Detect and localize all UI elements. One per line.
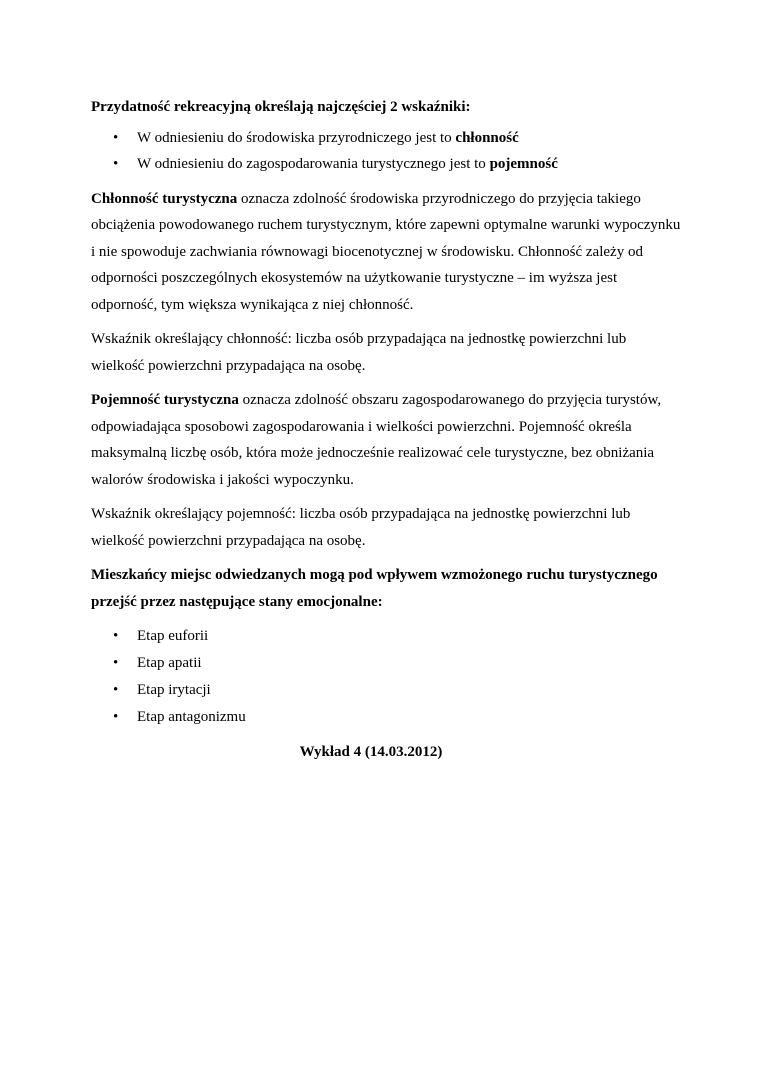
stages-list <box>91 623 681 731</box>
pojemnosc-indicator: Wskaźnik określający pojemność: liczba osób przypadająca na jednostkę powierzchni lub wielkość powierzchni przypadająca na osobę. <box>91 506 631 549</box>
list-item-text: W odniesieniu do zagospodarowania turystycznego jest to <box>137 156 490 172</box>
list-item <box>91 125 681 152</box>
list-item <box>91 151 681 178</box>
list-item: • Etap euforii <box>91 623 681 650</box>
emotional-states-heading: Mieszkańcy miejsc odwiedzanych mogą pod wpływem wzmożonego ruchu turystycznego przejść przez następujące stany emocjonalne: <box>91 567 658 610</box>
chlonnosc-term: Chłonność turystyczna <box>91 190 238 207</box>
indicators-list <box>91 125 681 178</box>
list-item: • Etap antagonizmu <box>91 704 681 731</box>
pojemnosc-term: Pojemność turystyczna <box>91 392 239 408</box>
chlonnosc-indicator: Wskaźnik określający chłonność: liczba osób przypadająca na jednostkę powierzchni lub wielkość powierzchni przypadająca na osobę. <box>91 331 627 374</box>
list-item: • Etap irytacji <box>91 677 681 704</box>
chlonnosc-definition <box>91 186 681 319</box>
list-item: • Etap apatii <box>91 650 681 677</box>
indicators-heading: Przydatność rekreacyjną określają najczęściej 2 wskaźniki: <box>91 99 471 115</box>
document-page <box>91 94 681 766</box>
pojemnosc-definition-text: oznacza zdolność obszaru zagospodarowanego do przyjęcia turystów, odpowiadająca sposobowi zagospodarowania i wielkości powierzchni. Pojemność określa maksymalną liczbę osób, która może jednocześnie realizować cele turystyczne, bez obniżania walorów środowiska i jakości wypoczynku. <box>91 392 662 488</box>
list-item-text: W odniesieniu do środowiska przyrodniczego jest to <box>137 129 456 146</box>
list-item-bold: pojemność <box>489 156 558 172</box>
list-item-bold: chłonność <box>455 129 519 146</box>
lecture-title: Wykład 4 (14.03.2012) <box>299 744 443 760</box>
chlonnosc-definition-text: oznacza zdolność środowiska przyrodniczego do przyjęcia takiego obciążenia powodowanego ruchem turystycznym, które zapewni optymalne warunki wypoczynku i nie spowoduje zachwiania równowagi biocenotycznej w środowisku. Chłonność zależy od odporności poszczególnych ekosystemów na użytkowanie turystyczne – im wyższa jest odporność, tym większa wynikająca z niej chłonność. <box>91 190 681 313</box>
pojemnosc-definition <box>91 387 681 493</box>
